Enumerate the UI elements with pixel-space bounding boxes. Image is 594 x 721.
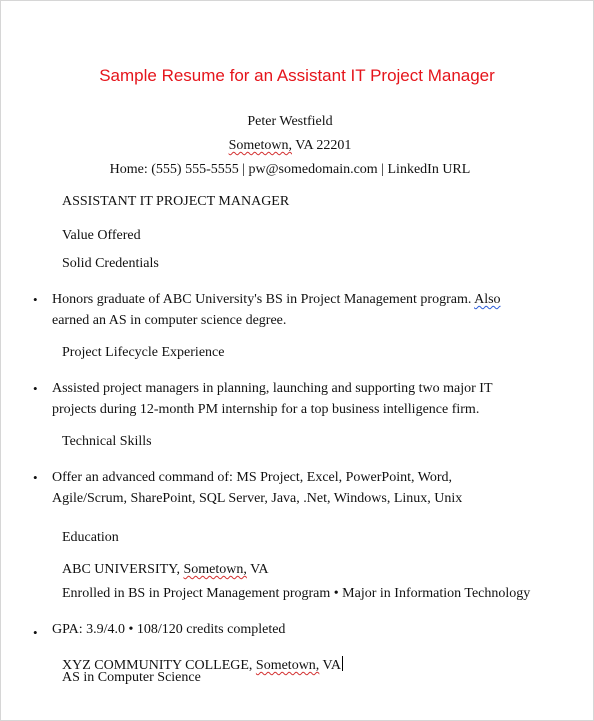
bullet-marker: • [33,292,38,307]
xyz-school-name: XYZ COMMUNITY COLLEGE, [62,658,256,673]
lifecycle-heading: Project Lifecycle Experience [62,345,225,360]
credentials-text-end: earned an AS in computer science degree. [52,313,287,328]
text-cursor [342,656,343,671]
gpa-bullet [52,622,285,638]
credentials-bullet [52,289,522,331]
bullet-marker: • [33,470,38,485]
xyz-state: VA [319,658,341,673]
bullet-marker: • [33,381,38,396]
clipped-line [62,670,262,686]
solid-credentials-heading: Solid Credentials [62,256,159,271]
abc-detail: Enrolled in BS in Project Management program • Major in Information Technology [62,586,531,601]
abc-state: VA [246,562,269,577]
abc-university-line [62,562,269,578]
technical-bullet: Offer an advanced command of: MS Project, Excel, PowerPoint, Word, Agile/Scrum, SharePoint, SQL Server, Java, .Net, Windows, Linux, Unix [52,470,463,506]
lifecycle-bullet: Assisted project managers in planning, launching and supporting two major IT projects during 12-month PM internship for a top business intelligence firm. [52,381,493,417]
address-town: Sometown, [228,138,292,153]
clipped-text: AS in Computer Science [62,670,201,685]
abc-school-name: ABC UNIVERSITY, [62,562,184,577]
xyz-town: Sometown, [255,658,320,673]
resume-contact: Home: (555) 555-5555 | pw@somedomain.com | LinkedIn URL [109,162,471,177]
value-offered-heading: Value Offered [62,228,141,243]
education-heading: Education [62,530,119,545]
address-rest: VA 22201 [292,138,352,153]
gpa-text: GPA: 3.9/4.0 • 108/120 credits completed [52,622,286,637]
technical-heading: Technical Skills [62,434,152,449]
bullet-marker: • [33,625,38,640]
abc-town: Sometown, [183,562,247,577]
document-title: Sample Resume for an Assistant IT Project Manager [99,66,495,85]
resume-address [0,138,580,154]
position-heading: ASSISTANT IT PROJECT MANAGER [62,194,290,209]
credentials-text: Honors graduate of ABC University's BS in Project Management program. [52,292,475,307]
resume-name: Peter Westfield [247,114,333,129]
credentials-also: Also [474,292,501,307]
